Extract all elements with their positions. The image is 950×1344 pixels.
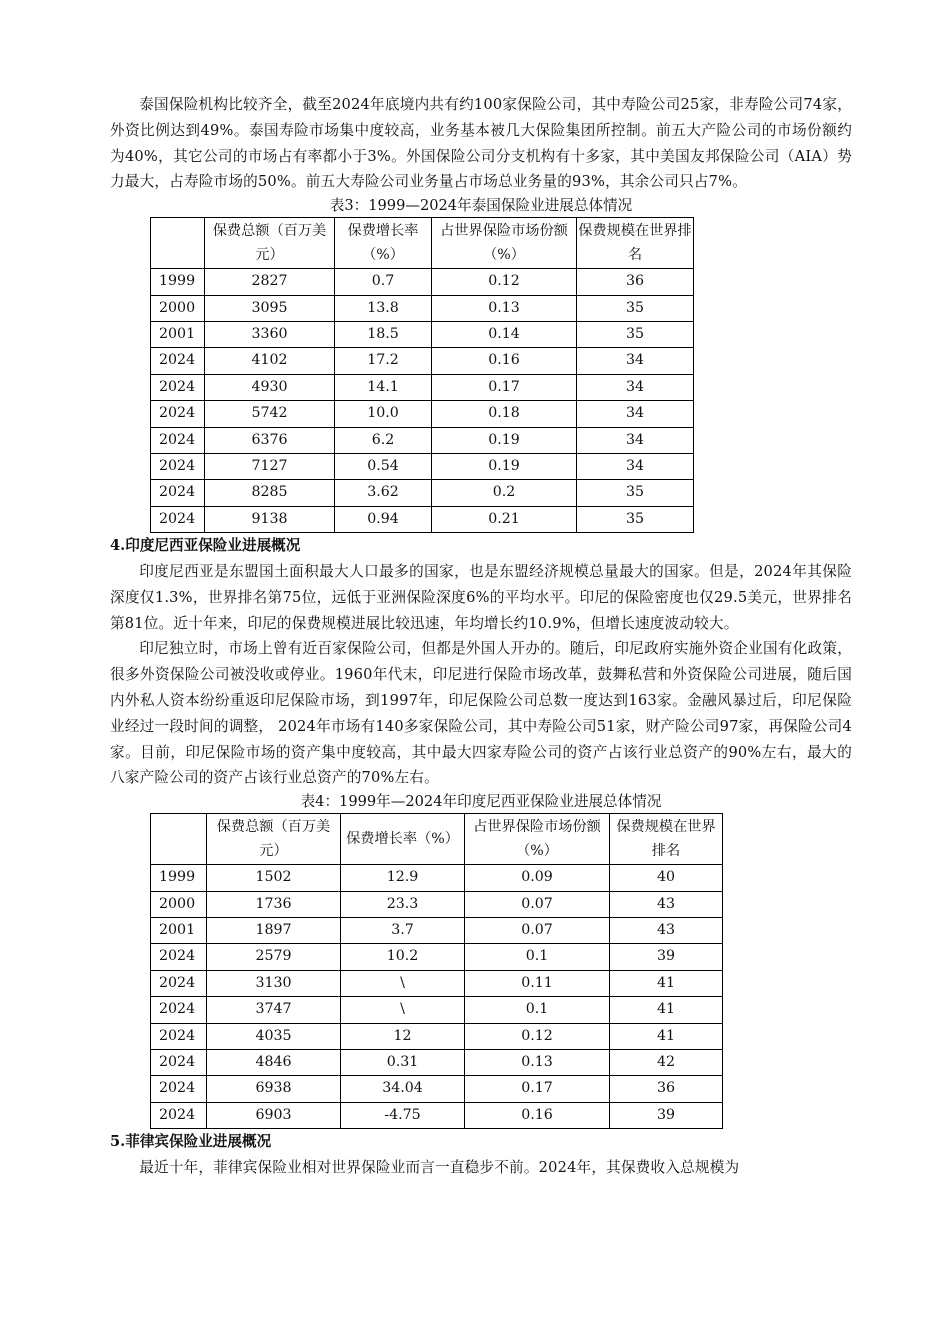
document-page xyxy=(110,92,852,1181)
table-cell: 23.3 xyxy=(341,891,465,917)
table-cell: \ xyxy=(341,970,465,996)
paragraph-indonesia-overview: 印度尼西亚是东盟国土面积最大人口最多的国家，也是东盟经济规模总量最大的国家。但是，2024年其保险深度仅1.3%，世界排名第75位，远低于亚洲保险深度6%的平均水平。印尼的保险密度也仅29.5美元，世界排名第81位。近十年来，印尼的保费规模进展比较迅速，年均增长约10.9%，但增长速度波动较大。 xyxy=(110,563,852,632)
table-cell: 34.04 xyxy=(341,1076,465,1102)
year-cell: 1999 xyxy=(151,865,207,891)
year-cell: 2024 xyxy=(151,997,207,1023)
table4-header-cell: 保费增长率（%） xyxy=(341,814,465,865)
table-row xyxy=(151,454,694,480)
table-row xyxy=(151,918,723,944)
table-cell: 0.13 xyxy=(432,295,577,321)
table-cell: 13.8 xyxy=(335,295,432,321)
year-cell: 2000 xyxy=(151,295,205,321)
table4-header-cell xyxy=(151,814,207,865)
table-cell: 34 xyxy=(577,454,694,480)
table-cell: 0.18 xyxy=(432,401,577,427)
table-cell: 0.21 xyxy=(432,506,577,532)
table-cell: 41 xyxy=(610,1023,723,1049)
year-cell: 2024 xyxy=(151,374,205,400)
table-cell: 3360 xyxy=(205,322,335,348)
section-heading-philippines: 5.菲律宾保险业进展概况 xyxy=(110,1133,272,1151)
year-cell: 2024 xyxy=(151,1076,207,1102)
year-cell: 1999 xyxy=(151,269,205,295)
table-cell: 12.9 xyxy=(341,865,465,891)
table-cell: 35 xyxy=(577,322,694,348)
paragraph-indonesia-history: 印尼独立时，市场上曾有近百家保险公司，但都是外国人开办的。随后，印尼政府实施外资企业国有化政策，很多外资保险公司被没收或停业。1960年代末，印尼进行保险市场改革，鼓舞私营和外资保险公司进展，随后国内外私人资本纷纷重返印尼保险市场，到1997年，印尼保险公司总数一度达到163家。金融风暴过后，印尼保险业经过一段时间的调整， 2024年市场有140多家保险公司，其中寿险公司51家，财产险公司97家，再保险公司4家。目前，印尼保险市场的资产集中度较高，其中最大四家寿险公司的资产占该行业总资产的90%左右，最大的八家产险公司的资产占该行业总资产的70%左右。 xyxy=(110,640,852,787)
table3-thailand-premiums xyxy=(150,217,694,533)
table4-header-cell: 保费规模在世界排名 xyxy=(610,814,723,865)
year-cell: 2024 xyxy=(151,401,205,427)
table-cell: 17.2 xyxy=(335,348,432,374)
table3-header-cell: 保费总额（百万美元） xyxy=(205,218,335,269)
table-cell: -4.75 xyxy=(341,1102,465,1128)
year-cell: 2000 xyxy=(151,891,207,917)
table4-indonesia-premiums xyxy=(150,813,723,1129)
table-cell: 41 xyxy=(610,997,723,1023)
table-cell: 35 xyxy=(577,480,694,506)
table-cell: 0.19 xyxy=(432,427,577,453)
year-cell: 2024 xyxy=(151,944,207,970)
table4-caption: 表4：1999年—2024年印度尼西亚保险业进展总体情况 xyxy=(300,793,662,811)
table-row xyxy=(151,891,723,917)
table-cell: 10.0 xyxy=(335,401,432,427)
table-cell: 0.11 xyxy=(465,970,610,996)
table-cell: 0.94 xyxy=(335,506,432,532)
year-cell: 2024 xyxy=(151,1050,207,1076)
paragraph-thailand-institutions: 泰国保险机构比较齐全，截至2024年底境内共有约100家保险公司，其中寿险公司25家，非寿险公司74家，外资比例达到49%。泰国寿险市场集中度较高，业务基本被几大保险集团所控制。前五大产险公司的市场份额约为40%，其它公司的市场占有率都小于3%。外国保险公司分支机构有十多家，其中美国友邦保险公司（AIA）势力最大，占寿险市场的50%。前五大寿险公司业务量占市场总业务量的93%，其余公司只占7%。 xyxy=(110,96,852,191)
table-cell: 3.62 xyxy=(335,480,432,506)
year-cell: 2024 xyxy=(151,427,205,453)
table-cell: 36 xyxy=(610,1076,723,1102)
table-cell: 0.07 xyxy=(465,918,610,944)
year-cell: 2001 xyxy=(151,322,205,348)
year-cell: 2024 xyxy=(151,970,207,996)
table-row xyxy=(151,506,694,532)
table-cell: 0.16 xyxy=(465,1102,610,1128)
table-cell: 43 xyxy=(610,891,723,917)
table-cell: 0.19 xyxy=(432,454,577,480)
table3-header-cell xyxy=(151,218,205,269)
table-cell: 3130 xyxy=(207,970,341,996)
table3-header-row xyxy=(151,218,694,269)
table-cell: 43 xyxy=(610,918,723,944)
table-cell: 1897 xyxy=(207,918,341,944)
table-row xyxy=(151,480,694,506)
table-row xyxy=(151,944,723,970)
table-row xyxy=(151,997,723,1023)
table-cell: 0.1 xyxy=(465,944,610,970)
table-cell: 1736 xyxy=(207,891,341,917)
table-row xyxy=(151,1050,723,1076)
table-cell: 2579 xyxy=(207,944,341,970)
table-row xyxy=(151,269,694,295)
table-row xyxy=(151,427,694,453)
year-cell: 2024 xyxy=(151,1023,207,1049)
table-cell: 34 xyxy=(577,401,694,427)
table-cell: 4035 xyxy=(207,1023,341,1049)
year-cell: 2001 xyxy=(151,918,207,944)
year-cell: 2024 xyxy=(151,348,205,374)
table-cell: 0.12 xyxy=(465,1023,610,1049)
table-cell: 4930 xyxy=(205,374,335,400)
table4-header-cell: 占世界保险市场份额（%） xyxy=(465,814,610,865)
table-cell: 6.2 xyxy=(335,427,432,453)
table-cell: 39 xyxy=(610,1102,723,1128)
table4-header-cell: 保费总额（百万美元） xyxy=(207,814,341,865)
table-cell: 0.1 xyxy=(465,997,610,1023)
table-cell: 0.16 xyxy=(432,348,577,374)
table-cell: 5742 xyxy=(205,401,335,427)
table-cell: 35 xyxy=(577,295,694,321)
table4-header-row xyxy=(151,814,723,865)
table-row xyxy=(151,374,694,400)
table-row xyxy=(151,322,694,348)
table-row xyxy=(151,1023,723,1049)
table-row xyxy=(151,295,694,321)
table3-caption: 表3：1999—2024年泰国保险业进展总体情况 xyxy=(329,197,633,215)
table-cell: 14.1 xyxy=(335,374,432,400)
table-cell: 0.09 xyxy=(465,865,610,891)
table-cell: 3.7 xyxy=(341,918,465,944)
table-cell: 9138 xyxy=(205,506,335,532)
table-cell: 0.14 xyxy=(432,322,577,348)
table-cell: 0.07 xyxy=(465,891,610,917)
table-cell: 6903 xyxy=(207,1102,341,1128)
table-cell: 0.2 xyxy=(432,480,577,506)
table-cell: 0.17 xyxy=(465,1076,610,1102)
table-cell: 34 xyxy=(577,348,694,374)
table-cell: 0.17 xyxy=(432,374,577,400)
table3-header-cell: 保费规模在世界排名 xyxy=(577,218,694,269)
table-row xyxy=(151,1102,723,1128)
table-row xyxy=(151,970,723,996)
table-row xyxy=(151,1076,723,1102)
year-cell: 2024 xyxy=(151,480,205,506)
table3-header-cell: 占世界保险市场份额（%） xyxy=(432,218,577,269)
table-cell: 34 xyxy=(577,374,694,400)
table-cell: 7127 xyxy=(205,454,335,480)
table-cell: 4846 xyxy=(207,1050,341,1076)
table-cell: 36 xyxy=(577,269,694,295)
year-cell: 2024 xyxy=(151,454,205,480)
table-cell: 0.12 xyxy=(432,269,577,295)
table3-header-cell: 保费增长率（%） xyxy=(335,218,432,269)
table-cell: 3095 xyxy=(205,295,335,321)
table-cell: 18.5 xyxy=(335,322,432,348)
table-cell: 8285 xyxy=(205,480,335,506)
section-heading-indonesia: 4.印度尼西亚保险业进展概况 xyxy=(110,537,301,555)
table-cell: 2827 xyxy=(205,269,335,295)
year-cell: 2024 xyxy=(151,1102,207,1128)
table-cell: 42 xyxy=(610,1050,723,1076)
table-cell: 10.2 xyxy=(341,944,465,970)
table-cell: 12 xyxy=(341,1023,465,1049)
paragraph-philippines-overview: 最近十年，菲律宾保险业相对世界保险业而言一直稳步不前。2024年，其保费收入总规模为 xyxy=(139,1159,740,1177)
table-cell: 41 xyxy=(610,970,723,996)
table-cell: 6376 xyxy=(205,427,335,453)
table-cell: 0.31 xyxy=(341,1050,465,1076)
table-cell: 39 xyxy=(610,944,723,970)
table-cell: 34 xyxy=(577,427,694,453)
table-cell: 0.13 xyxy=(465,1050,610,1076)
table-row xyxy=(151,865,723,891)
table-cell: 6938 xyxy=(207,1076,341,1102)
table-cell: \ xyxy=(341,997,465,1023)
table-row xyxy=(151,401,694,427)
table-cell: 40 xyxy=(610,865,723,891)
table-cell: 0.54 xyxy=(335,454,432,480)
table-cell: 1502 xyxy=(207,865,341,891)
year-cell: 2024 xyxy=(151,506,205,532)
table-cell: 35 xyxy=(577,506,694,532)
table-cell: 4102 xyxy=(205,348,335,374)
table-row xyxy=(151,348,694,374)
table-cell: 3747 xyxy=(207,997,341,1023)
table-cell: 0.7 xyxy=(335,269,432,295)
